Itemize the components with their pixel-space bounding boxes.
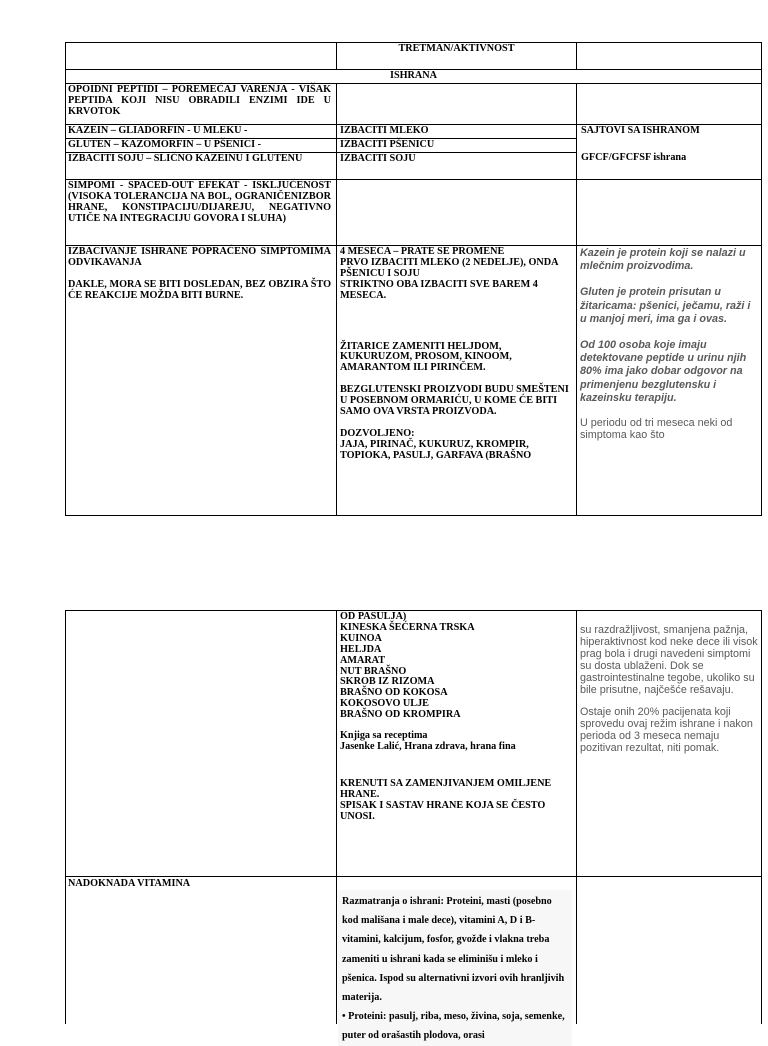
allowed-list-continued (340, 612, 572, 874)
header-treatment-activity: TRETMAN/AKTIVNOST (398, 43, 515, 54)
nutrition-considerations-text: Razmatranja o ishrani: Proteini, masti (posebno kod mališana i male dece), vitamini A, D i B-vitamini, kalcijum, fosfor, gvožđe i vlakna treba zameniti u ishrani kada se eliminišu i mleko i pšenica. Ispod su alternativni izvori ovih hranljivih materija. (342, 896, 565, 1004)
casein-line: KAZEIN – GLIADORFIN - U MLEKU - (68, 125, 248, 136)
gluten-info: Gluten je protein prisutan u žitaricama: pšenici, ječamu, raži i u manjoj meri, ima ga i ovas. (580, 286, 751, 325)
food-item-9: BRAŠNO OD KROMPIRA (340, 709, 461, 721)
consistency-para: DAKLE, MORA SE BITI DOSLEDAN, BEZ OBZIRA ŠTO ĆE REAKCIJE MOŽDA BITI BURNE. (68, 278, 331, 301)
recipe-book-title: Jasenke Lalić, Hrana zdrava, hrana fina (340, 740, 516, 752)
nonresponder-para: Ostaje onih 20% pacijenata koji sprovedu ovaj režim ishrane i nakon perioda od 3 meseca nemaju pozitivan rezultat, niti pomak. (580, 706, 753, 755)
allowed-label: DOZVOLJENO: (340, 427, 415, 439)
plan-col2 (340, 247, 572, 515)
food-list-composition: SPISAK I SASTAV HRANE KOJA SE ČESTO UNOSI. (340, 799, 546, 822)
remove-milk: IZBACITI MLEKO (340, 125, 429, 136)
replace-favorite-food: KRENUTI SA ZAMENJIVANJEM OMILJENE HRANE. (340, 777, 552, 800)
remove-soy: IZBACITI SOJU (340, 153, 416, 164)
section-title-nutrition: ISHRANA (390, 70, 437, 81)
remove-wheat: IZBACITI PŠENICU (340, 139, 435, 150)
soy-line: IZBACITI SOJU – SLIČNO KAZEINU I GLUTENU (68, 153, 303, 164)
opioid-peptides-text: OPOIDNI PEPTIDI – POREMEĆAJ VARENJA - VIŠAK PEPTIDA KOJI NISU OBRADILI ENZIMI IDE U KRVOTOK (68, 84, 331, 117)
three-month-info: U periodu od tri meseca neki od simptoma kao što (580, 417, 733, 441)
vitamin-supplement-label: NADOKNADA VITAMINA (68, 878, 191, 889)
food-item-4: AMARAT (340, 654, 386, 666)
plan-line-3: STRIKTNO OBA IZBACITI SVE BAREM 4 MESECA. (340, 278, 538, 301)
recipe-book-label: Knjiga sa receptima (340, 730, 428, 742)
food-item-3: HELJDA (340, 643, 382, 655)
withdrawal-para: IZBACIVANJE ISHRANE POPRAĆENO SIMPTOMIMA ODVIKAVANJA (68, 246, 331, 268)
info-col3 (580, 247, 759, 515)
plan-line-2: PRVO IZBACITI MLEKO (2 NEDELJE), ONDA PŠENICU I SOJU (340, 256, 558, 279)
plan-line-1: 4 MESECA – PRATE SE PROMENE (340, 246, 505, 257)
response-info: Od 100 osoba koje imaju detektovane peptide u urinu njih 80% ima jako dobar odgovor na primenjenu bezglutensku i kazeinsku terapiju. (580, 339, 747, 404)
food-item-7: BRAŠNO OD KOKOSA (340, 687, 448, 699)
protein-bullet: • Proteini: pasulj, riba, meso, živina, soja, semenke, puter od orašastih plodova, orasi (342, 1011, 565, 1042)
results-col3 (580, 625, 759, 873)
gluten-line: GLUTEN – KAZOMORFIN – U PŠENICI - (68, 139, 262, 150)
nutrition-considerations (338, 890, 572, 1042)
gfcf-diet: GFCF/GFCFSF ishrana (581, 152, 687, 163)
grains-replace-para: ŽITARICE ZAMENITI HELJDOM, KUKURUZOM, PROSOM, KINOOM, AMARANTOM ILI PIRINČEM. (340, 340, 512, 374)
food-item-6: SKROB IZ RIZOMA (340, 676, 435, 688)
food-item-8: KOKOSOVO ULJE (340, 698, 429, 710)
food-item-5: NUT BRAŠNO (340, 665, 407, 677)
casein-info: Kazein je protein koji se nalazi u mlečnim proizvodima. (580, 247, 746, 273)
diet-websites: SAJTOVI SA ISHRANOM (581, 125, 700, 136)
withdrawal-col1 (68, 247, 331, 302)
food-item-0: OD PASULJA) (340, 611, 407, 622)
food-item-1: KINESKA ŠEĆERNA TRSKA (340, 621, 475, 633)
glutenfree-cupboard-para: BEZGLUTENSKI PROIZVODI BUDU SMEŠTENI U POSEBNOM ORMARIĆU, U KOME ĆE BITI SAMO OVA VRSTA PROIZVODA. (340, 384, 569, 417)
allowed-list: JAJA, PIRINAČ, KUKURUZ, KROMPIR, TOPIOKA, PASULJ, GARFAVA (BRAŠNO (340, 438, 532, 461)
symptoms-text: SIMPOMI - SPACED-OUT EFEKAT - ISKLJUČENOST (VISOKA TOLERANCIJA NA BOL, OGRANIČENIZBOR HRANE, KONSTIPACIJU/DIJAREJU, NEGATIVNO UTIČE NA INTEGRACIJU GOVORA I SLUHA) (68, 180, 331, 224)
symptom-relief-para: su razdražljivost, smanjena pažnja, hiperaktivnost kod neke dece ili visok prag bola i drugi navedeni simptomi su dosta ublaženi. Dok se gastrointestinalne tegobe, ukoliko su bile prisutne, najčešće rešavaju. (580, 624, 758, 696)
food-item-2: KUINOA (340, 632, 382, 644)
